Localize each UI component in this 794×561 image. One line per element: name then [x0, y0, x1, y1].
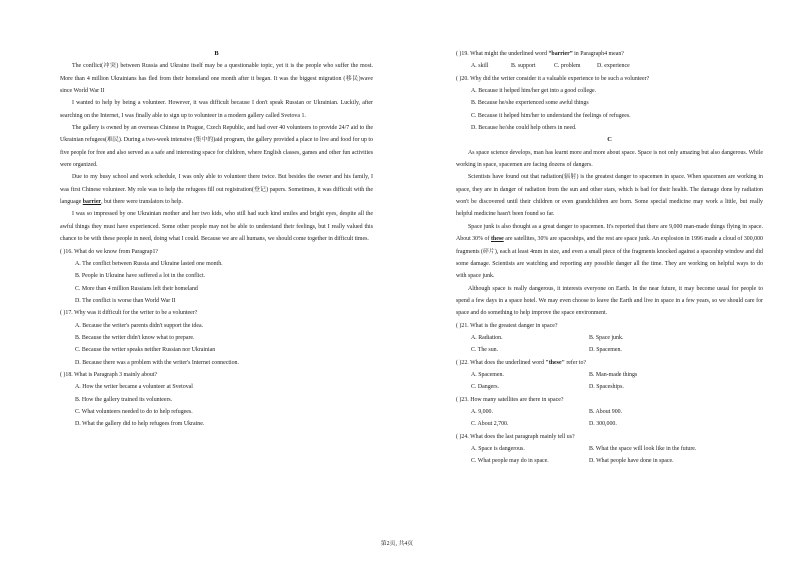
page-number-footer: 第2页, 共4页	[380, 541, 414, 547]
section-title-c: C	[607, 136, 612, 144]
question-16-stem: ( )16. What do we know from Paragrap1?	[60, 248, 159, 255]
question-23-option[interactable]: A. 9,000.	[471, 408, 493, 415]
question-22-options-row	[456, 381, 763, 393]
question-20-option[interactable]: D. Because he/she could help others in need.	[471, 125, 577, 132]
question-16-option[interactable]: C. More than 4 million Russians left their homeland	[75, 285, 198, 292]
question-18-option[interactable]: D. What the gallery did to help refugees from Ukraine.	[75, 421, 205, 428]
passage-b-paragraph-5: I was so impressed by one Ukrainian mother and her two kids, who still had such kind smiles and bright eyes, despite all the awful things they must have experienced. Some other people may not be able to understand their feelings, but I really valued this chance to be with these people in need, doing what I could. Because we are all humans, we should come together in difficult times.	[60, 211, 373, 243]
question-16-option[interactable]: B. People in Ukraine have suffered a lot in the conflict.	[75, 273, 206, 280]
question-23-option[interactable]: B. About 900.	[589, 408, 623, 415]
question-21-options-row	[456, 332, 763, 344]
question-20-option[interactable]: C. Because it helped him/her to understand the feelings of refugees.	[471, 112, 631, 119]
question-20-option[interactable]: A. Because it helped him/her get into a good college.	[471, 88, 597, 95]
q19-stem-a: ( )19. What might the underlined word	[456, 51, 549, 57]
question-19-option[interactable]: B. support	[511, 63, 536, 70]
paragraph-3-text-a: Space junk is also thought as a great danger to spacemen. It's reported that there are 9,000 man-made things flying in space. About 30% of	[456, 223, 763, 243]
question-23-stem: ( )23. How many satellites are there in space?	[456, 396, 564, 403]
question-17-option[interactable]: D. Because there was a problem with the writer's Internet connection.	[75, 359, 239, 366]
question-24-options-row	[456, 455, 763, 467]
question-19-option[interactable]: A. skill	[471, 63, 489, 70]
question-21-stem: ( )21. What is the greatest danger in space?	[456, 322, 558, 329]
paragraph-4-text-b: , but there were translators to help.	[101, 199, 183, 206]
passage-b-paragraph-1: The conflict(冲突) between Russia and Ukraine itself may be a questionable topic, yet it is the people who suffer the most. More than 4 million Ukrainians has fled from their homeland one month after it began. It was the biggest migration (移民)wave since World War II	[60, 63, 373, 95]
question-18-stem: ( )18. What is Paragraph 3 mainly about?	[60, 371, 158, 378]
passage-c-paragraph-3	[456, 221, 763, 283]
paragraph-4-text-a: Due to my busy school and work schedule, I was only able to volunteer there twice. But besides the owner and his family, I was first Chinese volunteer. My role was to help the refugees fill out registration(登记) papers. Sometimes, it was difficult with the language	[60, 174, 373, 206]
question-24-options-row	[456, 443, 763, 455]
question-24-option[interactable]: A. Space is dangerous.	[471, 446, 525, 452]
question-22-stem	[456, 357, 763, 369]
question-23-option[interactable]: C. About 2,700.	[471, 421, 509, 428]
q22-stem-b: refer to?	[564, 359, 587, 366]
question-18-option[interactable]: A. How the writer became a volunteer at Svetoval	[75, 384, 193, 391]
question-21-option[interactable]: A. Radiation.	[471, 334, 503, 341]
question-19-stem	[456, 48, 763, 60]
q22-stem-a: ( )22. What does the underlined word	[456, 359, 546, 366]
underlined-word-barrier: barrier	[82, 199, 102, 206]
q19-stem-b: in Paragraph4 mean?	[572, 51, 624, 57]
question-21-option[interactable]: C. The sun.	[471, 347, 499, 354]
question-16-option[interactable]: A. The conflict between Russia and Ukraine lasted one month.	[75, 260, 223, 267]
question-18-option[interactable]: B. How the gallery trained its volunteers.	[75, 396, 173, 403]
question-21-options-row	[456, 344, 763, 356]
question-22-option[interactable]: A. Spacemen.	[471, 371, 504, 378]
question-17-option[interactable]: A. Because the writer's parents didn't support the idea.	[75, 322, 204, 329]
right-column	[456, 48, 763, 468]
underlined-word-these: these	[490, 236, 504, 243]
question-19-option[interactable]: D. experience	[597, 63, 630, 70]
question-23-options-row	[456, 418, 763, 430]
passage-b-paragraph-2: I wanted to help by being a volunteer. However, it was difficult because I don't speak Russian or Ukrainian. Luckily, after searching on the Internet, I was finally able to sign up to volunteer in a modern gallery called Svetova 1.	[60, 100, 373, 119]
question-19-option[interactable]: C. problem	[554, 63, 581, 70]
question-24-option[interactable]: D. What people have done in space.	[589, 458, 674, 465]
question-23-option[interactable]: D. 300,000.	[589, 421, 617, 428]
question-22-option[interactable]: C. Dangers.	[471, 384, 499, 391]
question-24-stem: ( )24. What does the last paragraph mainly tell us?	[456, 433, 575, 440]
question-17-stem: ( )17. Why was it difficult for the writer to be a volunteer?	[60, 310, 198, 317]
question-19-options	[456, 60, 763, 72]
passage-c-paragraph-2: Scientists have found out that radiation(辐射) is the greatest danger to spacemen in space. When spacemen are working in space, they are in danger of radiation from the sun and other stars, which is bad for their health. The damage done by radiation won't be discovered until their children or even grandchildren are born. Some special medicine may work a little, but really helpful medicine hasn't been found so far.	[456, 174, 763, 218]
paragraph-3-text-b: are satellites, 30% are spaceships, and the rest are space junk. An explosion in 1996 made a cloud of 300,000 fragments (碎片), each at least 4mm in size, and even a small piece of the fragments knocked against a spaceship window and did some damage. Scientists are watching and reporting any possible danger all the time. They are working on helpful ways to do with space junk.	[456, 236, 763, 280]
q19-stem-keyword: “barrier”	[548, 51, 573, 57]
question-24-option[interactable]: C. What people may do in space.	[471, 458, 549, 465]
question-22-option[interactable]: B. Man-made things	[589, 371, 638, 378]
question-20-option[interactable]: B. Because he/she experienced some awful things	[471, 100, 589, 107]
section-title-b: B	[214, 50, 219, 57]
passage-c-paragraph-1: As space science develops, man has learnt more and more about space. Space is not only amazing but also dangerous. While working in space, spacemen are facing dozens of dangers.	[456, 149, 763, 169]
question-24-option[interactable]: B. What the space will look like in the future.	[589, 446, 697, 452]
left-column	[60, 48, 373, 431]
question-23-options-row	[456, 406, 763, 418]
passage-b-paragraph-3: The gallery is owned by an overseas Chinese in Prague, Czech Republic, and had over 40 volunteers to provide 24/7 aid to the Ukrainian refugees(难民). During a two-week intensive (集中的)aid program, the gallery provided a place to live and food for up to five people for free and also served as a safe and interesting space for children, where English classes, games and other fun activities were organized.	[60, 125, 373, 169]
question-17-option[interactable]: B. Because the writer didn't know what to prepare.	[75, 334, 195, 341]
question-17-option[interactable]: C. Because the writer speaks neither Russian nor Ukrainian	[75, 347, 216, 354]
question-21-option[interactable]: B. Space junk.	[589, 334, 624, 341]
question-20-stem: ( )20. Why did the writer consider it a valuable experience to be such a volunteer?	[456, 75, 650, 82]
passage-b-paragraph-4	[60, 171, 373, 208]
question-16-option[interactable]: D. The conflict is worse than World War II	[75, 297, 176, 304]
question-22-option[interactable]: D. Spaceships.	[589, 384, 624, 391]
question-18-option[interactable]: C. What volunteers needed to do to help refugees.	[75, 408, 193, 415]
question-21-option[interactable]: D. Spacemen.	[589, 347, 622, 354]
q22-stem-keyword: "these"	[545, 359, 565, 366]
question-22-options-row	[456, 369, 763, 381]
passage-c-paragraph-4: Although space is really dangerous, it interests everyone on Earth. In the near future, it may become usual for people to spend a few days in a space hotel. We may even choose to leave the Earth and live in space in a few years, so we should care for space and do something to help improve the space environment.	[456, 285, 763, 317]
